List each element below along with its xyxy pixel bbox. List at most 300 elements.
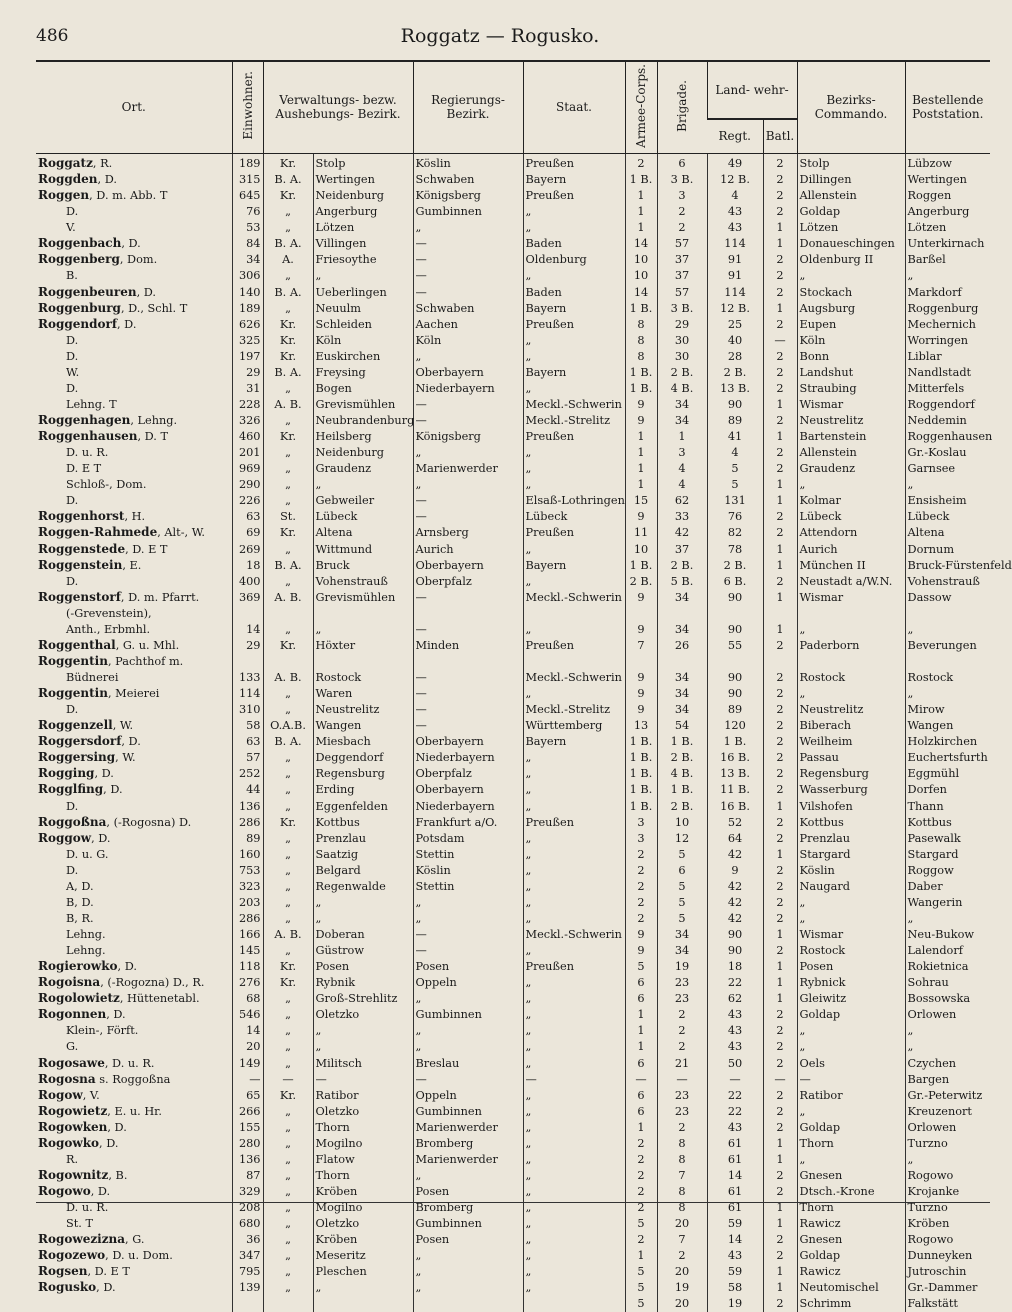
armee-corps-cell: 1 B. (625, 782, 657, 798)
brigade-cell: 54 (657, 718, 707, 734)
ort-cell (36, 445, 232, 461)
ort-detail: , D. m. Abb. T (89, 189, 168, 203)
bataillon-cell: 2 (763, 830, 797, 846)
table-row (36, 766, 990, 782)
commando-cell: Allenstein (797, 188, 905, 204)
ort-name: Roggendorf (38, 316, 117, 331)
brigade-cell: 34 (657, 621, 707, 637)
ort-cell (36, 477, 232, 493)
brigade-cell: 20 (657, 1296, 707, 1312)
staat-cell: „ (523, 1119, 625, 1135)
regierung-cell: Stettin (413, 878, 523, 894)
table-row (36, 1232, 990, 1248)
staat-cell: „ (523, 1216, 625, 1232)
bataillon-cell: 1 (763, 477, 797, 493)
poststation-cell (905, 653, 990, 669)
commando-cell: Posen (797, 959, 905, 975)
staat-cell: „ (523, 798, 625, 814)
table-row (36, 846, 990, 862)
commando-cell: Neustrelitz (797, 413, 905, 429)
commando-cell: Rawicz (797, 1216, 905, 1232)
staat-cell: „ (523, 1007, 625, 1023)
regiment-cell: 114 (707, 236, 763, 252)
commando-cell: Landshut (797, 364, 905, 380)
brigade-cell: 4 B. (657, 766, 707, 782)
regiment-cell: 43 (707, 1248, 763, 1264)
table-row (36, 1167, 990, 1183)
brigade-cell: 8 (657, 1151, 707, 1167)
staat-cell: „ (523, 846, 625, 862)
einwohner-cell (232, 605, 263, 621)
staat-cell: „ (523, 541, 625, 557)
commando-cell: Dtsch.-Krone (797, 1184, 905, 1200)
ort-detail: , Alt-, W. (157, 526, 205, 540)
header-armee-corps: Armee-Corps. (625, 61, 657, 153)
commando-cell: „ (797, 686, 905, 702)
armee-corps-cell: 1 (625, 1007, 657, 1023)
table-row (36, 1119, 990, 1135)
poststation-cell: Holzkirchen (905, 734, 990, 750)
commando-cell: Rybnick (797, 975, 905, 991)
verwaltung-cell: „ (313, 1023, 413, 1039)
abbr-cell: „ (263, 413, 313, 429)
bataillon-cell: 2 (763, 862, 797, 878)
commando-cell: Schrimm (797, 1296, 905, 1312)
ort-detail: A, D. (66, 879, 94, 893)
ort-cell (36, 670, 232, 686)
staat-cell: Meckl.-Schwerin (523, 927, 625, 943)
brigade-cell: 8 (657, 1184, 707, 1200)
poststation-cell: Bossowska (905, 991, 990, 1007)
staat-cell: „ (523, 332, 625, 348)
poststation-cell: Krojanke (905, 1184, 990, 1200)
verwaltung-cell: Bogen (313, 380, 413, 396)
regierung-cell: „ (413, 1167, 523, 1183)
poststation-cell (905, 605, 990, 621)
table-row (36, 1023, 990, 1039)
einwohner-cell: 969 (232, 461, 263, 477)
regiment-cell: 49 (707, 153, 763, 172)
verwaltung-cell: Rybnik (313, 975, 413, 991)
table-row (36, 718, 990, 734)
bottom-rule (36, 1202, 990, 1203)
commando-cell: Gleiwitz (797, 991, 905, 1007)
commando-cell: „ (797, 1039, 905, 1055)
staat-cell: „ (523, 830, 625, 846)
staat-cell: „ (523, 220, 625, 236)
einwohner-cell: 68 (232, 991, 263, 1007)
ort-cell (36, 557, 232, 573)
staat-cell: Baden (523, 236, 625, 252)
brigade-cell: 34 (657, 413, 707, 429)
verwaltung-cell (313, 605, 413, 621)
armee-corps-cell: 1 (625, 1119, 657, 1135)
einwohner-cell: 306 (232, 268, 263, 284)
abbr-cell: Kr. (263, 959, 313, 975)
brigade-cell: 21 (657, 1055, 707, 1071)
regiment-cell: 59 (707, 1264, 763, 1280)
poststation-cell: Czychen (905, 1055, 990, 1071)
poststation-cell: Roggendorf (905, 396, 990, 412)
armee-corps-cell: 9 (625, 943, 657, 959)
brigade-cell: 2 (657, 1039, 707, 1055)
ort-detail: , R. (92, 157, 113, 171)
bataillon-cell: 2 (763, 252, 797, 268)
abbr-cell: „ (263, 1103, 313, 1119)
ort-detail: D. (66, 574, 79, 588)
armee-corps-cell: 14 (625, 284, 657, 300)
abbr-cell: „ (263, 1167, 313, 1183)
staat-cell: — (523, 1071, 625, 1087)
brigade-cell: 1 B. (657, 734, 707, 750)
ort-cell (36, 798, 232, 814)
abbr-cell: „ (263, 1119, 313, 1135)
einwohner-cell: 269 (232, 541, 263, 557)
table-row (36, 252, 990, 268)
bataillon-cell: 2 (763, 348, 797, 364)
einwohner-cell: 645 (232, 188, 263, 204)
bataillon-cell: 2 (763, 268, 797, 284)
abbr-cell: „ (263, 910, 313, 926)
ort-cell (36, 605, 232, 621)
commando-cell (797, 605, 905, 621)
abbr-cell: „ (263, 878, 313, 894)
ort-cell (36, 1039, 232, 1055)
bataillon-cell: 1 (763, 300, 797, 316)
commando-cell: Köslin (797, 862, 905, 878)
einwohner-cell: 14 (232, 1023, 263, 1039)
commando-cell: Lübeck (797, 509, 905, 525)
regiment-cell: 16 B. (707, 798, 763, 814)
regiment-cell: 11 B. (707, 782, 763, 798)
ort-detail: , (-Rogozna) D., R. (100, 976, 205, 990)
table-row (36, 172, 990, 188)
bataillon-cell: 2 (763, 1023, 797, 1039)
commando-cell: „ (797, 1151, 905, 1167)
ort-name: Roggenberg (38, 252, 120, 267)
table-row (36, 268, 990, 284)
poststation-cell: Daber (905, 878, 990, 894)
staat-cell (523, 605, 625, 621)
regierung-cell: Bromberg (413, 1135, 523, 1151)
brigade-cell: 7 (657, 1232, 707, 1248)
commando-cell: Stargard (797, 846, 905, 862)
regierung-cell: „ (413, 894, 523, 910)
regierung-cell: Aachen (413, 316, 523, 332)
regierung-cell: „ (413, 1264, 523, 1280)
staat-cell: „ (523, 380, 625, 396)
commando-cell: Biberach (797, 718, 905, 734)
ort-name: Roggentin (38, 686, 108, 701)
commando-cell: „ (797, 910, 905, 926)
verwaltung-cell: Mogilno (313, 1135, 413, 1151)
poststation-cell: Wangerin (905, 894, 990, 910)
poststation-cell: Lötzen (905, 220, 990, 236)
regiment-cell: 82 (707, 525, 763, 541)
commando-cell: Thorn (797, 1200, 905, 1216)
regierung-cell: Breslau (413, 1055, 523, 1071)
regierung-cell: „ (413, 1023, 523, 1039)
verwaltung-cell: Thorn (313, 1167, 413, 1183)
einwohner-cell: 252 (232, 766, 263, 782)
staat-cell: Meckl.-Strelitz (523, 413, 625, 429)
ort-cell (36, 1135, 232, 1151)
verwaltung-cell: „ (313, 894, 413, 910)
verwaltung-cell: „ (313, 477, 413, 493)
armee-corps-cell: 6 (625, 1087, 657, 1103)
regiment-cell: 42 (707, 846, 763, 862)
poststation-cell: Beverungen (905, 637, 990, 653)
ort-detail: , G. u. Mhl. (115, 638, 180, 652)
verwaltung-cell: — (313, 1071, 413, 1087)
abbr-cell: Kr. (263, 153, 313, 172)
regierung-cell: „ (413, 445, 523, 461)
regierung-cell: — (413, 621, 523, 637)
poststation-cell: Kröben (905, 1216, 990, 1232)
poststation-cell: Dassow (905, 589, 990, 605)
regierung-cell: — (413, 284, 523, 300)
bataillon-cell: 1 (763, 220, 797, 236)
regiment-cell: 42 (707, 878, 763, 894)
regiment-cell: 41 (707, 429, 763, 445)
brigade-cell: 8 (657, 1200, 707, 1216)
armee-corps-cell: 8 (625, 332, 657, 348)
ort-detail: , B. (108, 1168, 128, 1182)
armee-corps-cell: 2 (625, 1200, 657, 1216)
verwaltung-cell: Lübeck (313, 509, 413, 525)
commando-cell: Ratibor (797, 1087, 905, 1103)
bataillon-cell: 2 (763, 1007, 797, 1023)
regiment-cell: 89 (707, 413, 763, 429)
regiment-cell: 43 (707, 220, 763, 236)
table-row (36, 204, 990, 220)
running-head: Roggatz — Rogusko. (400, 25, 600, 47)
poststation-cell: Dorfen (905, 782, 990, 798)
staat-cell: Elsaß-Lothringen (523, 493, 625, 509)
einwohner-cell: 286 (232, 910, 263, 926)
staat-cell: „ (523, 1200, 625, 1216)
einwohner-cell: 460 (232, 429, 263, 445)
ort-name: Rogow (38, 1087, 83, 1102)
bataillon-cell: 2 (763, 380, 797, 396)
verwaltung-cell: Mogilno (313, 1200, 413, 1216)
staat-cell: „ (523, 894, 625, 910)
header-einwohner: Einwohner. (232, 61, 263, 153)
brigade-cell: 5 (657, 894, 707, 910)
staat-cell: „ (523, 750, 625, 766)
table-row (36, 557, 990, 573)
ort-cell (36, 153, 232, 172)
regiment-cell: 61 (707, 1135, 763, 1151)
verwaltung-cell: Wangen (313, 718, 413, 734)
commando-cell: Kottbus (797, 814, 905, 830)
ort-cell (36, 894, 232, 910)
regierung-cell: Schwaben (413, 300, 523, 316)
poststation-cell: Nandlstadt (905, 364, 990, 380)
brigade-cell: 1 (657, 429, 707, 445)
regiment-cell: 90 (707, 621, 763, 637)
regierung-cell: „ (413, 1039, 523, 1055)
commando-cell: „ (797, 621, 905, 637)
commando-cell: „ (797, 477, 905, 493)
commando-cell: Augsburg (797, 300, 905, 316)
commando-cell: Gnesen (797, 1232, 905, 1248)
table-row (36, 1071, 990, 1087)
commando-cell: Neustadt a/W.N. (797, 573, 905, 589)
table-row (36, 798, 990, 814)
regiment-cell: 90 (707, 589, 763, 605)
einwohner-cell (232, 1296, 263, 1312)
ort-cell (36, 750, 232, 766)
ort-cell (36, 1087, 232, 1103)
staat-cell (523, 653, 625, 669)
regierung-cell: Bromberg (413, 1200, 523, 1216)
armee-corps-cell: 11 (625, 525, 657, 541)
staat-cell: „ (523, 621, 625, 637)
ort-cell (36, 862, 232, 878)
commando-cell: Graudenz (797, 461, 905, 477)
brigade-cell: 23 (657, 1103, 707, 1119)
armee-corps-cell: 8 (625, 348, 657, 364)
ort-detail: W. (66, 365, 80, 379)
table-row (36, 316, 990, 332)
table-row (36, 653, 990, 669)
regiment-cell: 58 (707, 1280, 763, 1296)
brigade-cell: — (657, 1071, 707, 1087)
einwohner-cell: 201 (232, 445, 263, 461)
ort-cell (36, 348, 232, 364)
bataillon-cell: 2 (763, 637, 797, 653)
regierung-cell (413, 1296, 523, 1312)
table-row (36, 413, 990, 429)
regiment-cell: 55 (707, 637, 763, 653)
table-row (36, 959, 990, 975)
regiment-cell: 12 B. (707, 172, 763, 188)
commando-cell: Bonn (797, 348, 905, 364)
poststation-cell: Dunneyken (905, 1248, 990, 1264)
brigade-cell: 10 (657, 814, 707, 830)
commando-cell: Lötzen (797, 220, 905, 236)
ort-name: Roggenthal (38, 637, 116, 652)
ort-cell (36, 718, 232, 734)
staat-cell: Bayern (523, 300, 625, 316)
bataillon-cell: 1 (763, 557, 797, 573)
table-row (36, 621, 990, 637)
brigade-cell: 5 B. (657, 573, 707, 589)
ort-cell (36, 493, 232, 509)
ort-name: Roggersing (38, 750, 116, 765)
regiment-cell: 1 B. (707, 734, 763, 750)
einwohner-cell: 29 (232, 637, 263, 653)
poststation-cell: „ (905, 621, 990, 637)
regierung-cell: Köln (413, 332, 523, 348)
ort-detail: , Dom. (119, 253, 158, 267)
regierung-cell: Oberbayern (413, 782, 523, 798)
ort-detail: , D. E T (125, 542, 168, 556)
regierung-cell: Niederbayern (413, 798, 523, 814)
brigade-cell: 2 (657, 220, 707, 236)
einwohner-cell: 76 (232, 204, 263, 220)
verwaltung-cell: Angerburg (313, 204, 413, 220)
ort-cell (36, 1232, 232, 1248)
armee-corps-cell: 1 (625, 188, 657, 204)
armee-corps-cell: 5 (625, 959, 657, 975)
table-row (36, 894, 990, 910)
armee-corps-cell: 5 (625, 1216, 657, 1232)
ort-detail: , H. (124, 510, 146, 524)
regierung-cell: Frankfurt a/O. (413, 814, 523, 830)
armee-corps-cell: 1 B. (625, 750, 657, 766)
abbr-cell (263, 1296, 313, 1312)
regiment-cell: 43 (707, 1023, 763, 1039)
commando-cell (797, 653, 905, 669)
regiment-cell: 4 (707, 445, 763, 461)
ort-cell (36, 1167, 232, 1183)
abbr-cell: Kr. (263, 975, 313, 991)
ort-cell (36, 1216, 232, 1232)
staat-cell: Baden (523, 284, 625, 300)
regierung-cell: Gumbinnen (413, 1007, 523, 1023)
bataillon-cell: 2 (763, 172, 797, 188)
staat-cell: Preußen (523, 429, 625, 445)
armee-corps-cell: 1 (625, 220, 657, 236)
brigade-cell: 2 B. (657, 364, 707, 380)
commando-cell: Dillingen (797, 172, 905, 188)
bataillon-cell: 1 (763, 429, 797, 445)
armee-corps-cell: 2 (625, 910, 657, 926)
brigade-cell: 2 B. (657, 750, 707, 766)
table-row (36, 686, 990, 702)
staat-cell: Preußen (523, 316, 625, 332)
bataillon-cell: 1 (763, 1280, 797, 1296)
ort-detail: B. (66, 269, 78, 283)
ort-detail: D. (66, 863, 79, 877)
bataillon-cell: 1 (763, 1135, 797, 1151)
abbr-cell: „ (263, 686, 313, 702)
table-row (36, 927, 990, 943)
regiment-cell: 28 (707, 348, 763, 364)
abbr-cell: Kr. (263, 429, 313, 445)
brigade-cell: 34 (657, 702, 707, 718)
brigade-cell: 30 (657, 332, 707, 348)
armee-corps-cell: 8 (625, 316, 657, 332)
ort-cell (36, 1151, 232, 1167)
ort-cell (36, 589, 232, 605)
regierung-cell: — (413, 589, 523, 605)
regierung-cell: Potsdam (413, 830, 523, 846)
brigade-cell: 23 (657, 1087, 707, 1103)
poststation-cell: „ (905, 477, 990, 493)
ort-detail: , D. (99, 1136, 119, 1150)
abbr-cell: „ (263, 541, 313, 557)
regierung-cell: Posen (413, 1232, 523, 1248)
armee-corps-cell: 10 (625, 252, 657, 268)
regierung-cell: — (413, 686, 523, 702)
ort-detail: D. (66, 703, 79, 717)
einwohner-cell: 31 (232, 380, 263, 396)
verwaltung-cell: Höxter (313, 637, 413, 653)
regierung-cell: — (413, 252, 523, 268)
verwaltung-cell: Doberan (313, 927, 413, 943)
table-row (36, 1135, 990, 1151)
staat-cell: „ (523, 910, 625, 926)
bataillon-cell: 2 (763, 445, 797, 461)
bataillon-cell: 1 (763, 589, 797, 605)
poststation-cell: Roggenhausen (905, 429, 990, 445)
brigade-cell: 2 (657, 204, 707, 220)
ort-cell (36, 959, 232, 975)
ort-detail: , Meierei (107, 687, 160, 701)
